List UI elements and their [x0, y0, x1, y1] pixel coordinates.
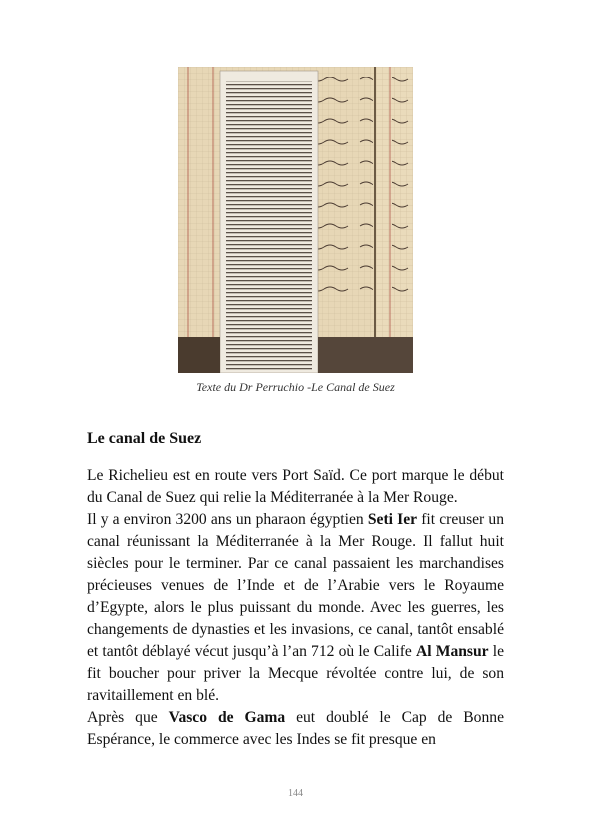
ledger-photo-illustration: [178, 67, 413, 373]
paragraph-text: le fit boucher pour priver la Mecque révoltée contre lui, de son ravitaillement en blé.: [87, 643, 504, 704]
paragraph: [87, 707, 504, 751]
bold-name: Seti Ier: [367, 511, 418, 528]
paragraph-text: Après que: [87, 709, 169, 726]
figure-caption: Texte du Dr Perruchio -Le Canal de Suez: [196, 380, 395, 394]
paragraph: [87, 509, 504, 707]
paragraph-text: Le Richelieu est en route vers Port Saïd. Ce port marque le début du Canal de Suez qui relie la Méditerranée à la Mer Rouge.: [87, 467, 504, 506]
section-title: Le canal de Suez: [87, 430, 202, 447]
article-body: [87, 465, 504, 751]
ledger-photo: [178, 67, 413, 373]
paragraph: [87, 465, 504, 509]
bold-name: Al Mansur: [416, 643, 489, 660]
page-number: 144: [288, 788, 303, 799]
bold-name: Vasco de Gama: [168, 709, 286, 726]
paragraph-text: eut doublé le Cap de Bonne Espérance, le commerce avec les Indes se fit presque en: [87, 709, 504, 748]
paragraph-text: Il y a environ 3200 ans un pharaon égyptien: [87, 511, 368, 528]
paragraph-text: fit creuser un canal réunissant la Méditerranée à la Mer Rouge. Il fallut huit siècles pour le terminer. Par ce canal passaient les marchandises précieuses venues de l’Inde et de l’Arabie vers le Royaume d’Egypte, alors le plus puissant du monde. Avec les guerres, les changements de dynasties et les invasions, ce canal, tantôt ensablé et tantôt déblayé vécut jusqu’à l’an 712 où le Calife: [87, 511, 505, 660]
